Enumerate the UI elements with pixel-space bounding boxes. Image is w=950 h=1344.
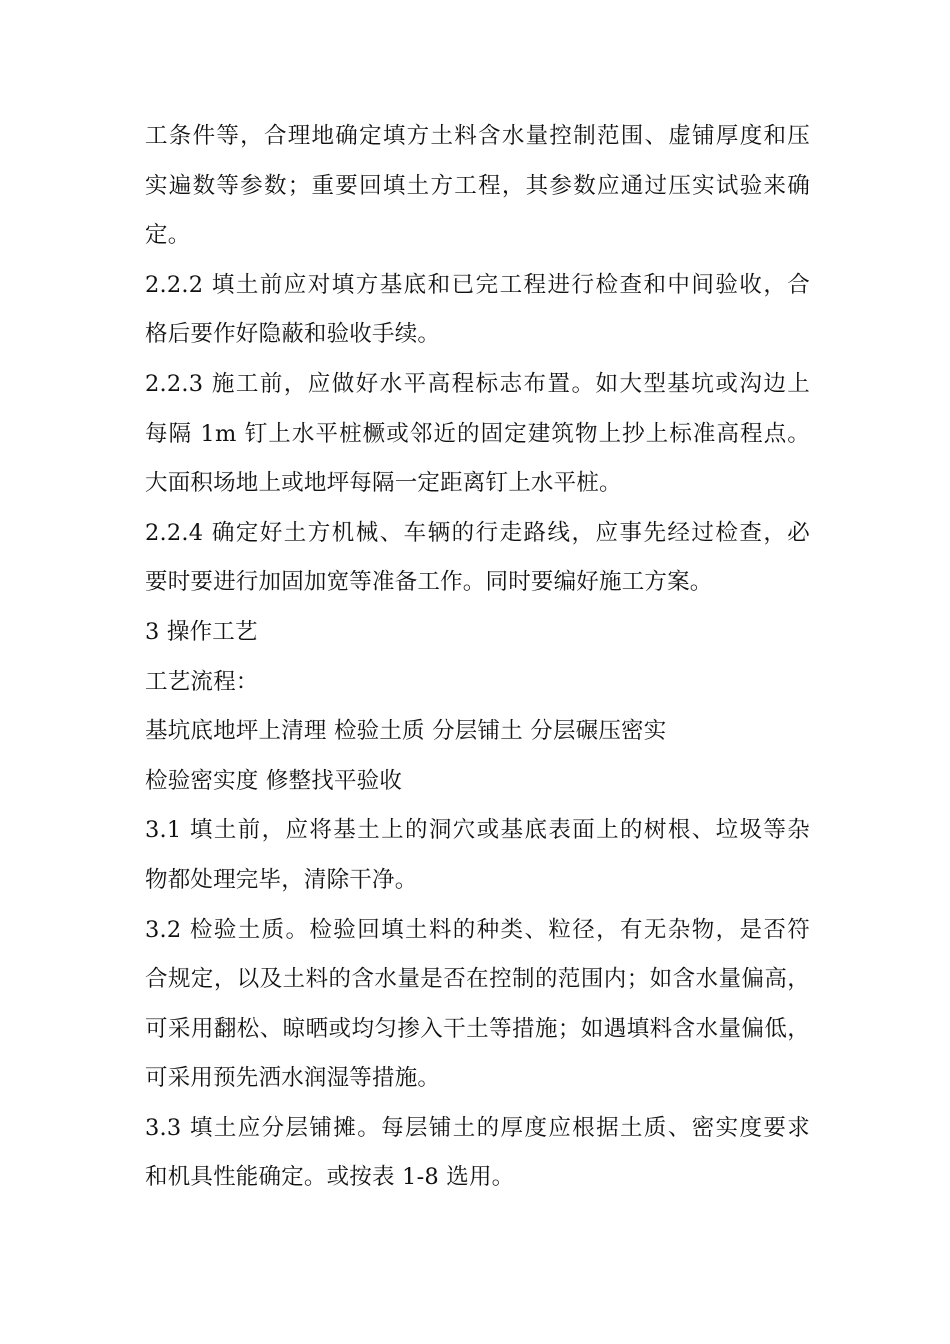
text-line: 大面积场地上或地坪每隔一定距离钉上水平桩。 bbox=[145, 470, 622, 497]
text-line: 要时要进行加固加宽等准备工作。同时要编好施工方案。 bbox=[145, 569, 713, 596]
text-line: 物都处理完毕，清除干净。 bbox=[145, 866, 418, 893]
process-flow-steps: 检验密实度 修整找平验收 bbox=[145, 767, 403, 794]
section-2-2-2-line: 2.2.2 填土前应对填方基底和已完工程进行检查和中间验收，合 bbox=[145, 271, 810, 298]
section-3-2-line: 3.2 检验土质。检验回填土料的种类、粒径，有无杂物，是否符 bbox=[145, 916, 810, 943]
text-line: 可采用预先洒水润湿等措施。 bbox=[145, 1065, 441, 1092]
text-line: 定。 bbox=[145, 222, 191, 249]
document-page bbox=[145, 112, 810, 1203]
section-3-1-line: 3.1 填土前，应将基土上的洞穴或基底表面上的树根、垃圾等杂 bbox=[145, 817, 810, 844]
text-line: 工条件等，合理地确定填方土料含水量控制范围、虚铺厚度和压 bbox=[145, 123, 810, 149]
text-line: 可采用翻松、晾晒或均匀掺入干土等措施；如遇填料含水量偏低， bbox=[145, 1015, 810, 1042]
section-2-2-4-line: 2.2.4 确定好土方机械、车辆的行走路线，应事先经过检查，必 bbox=[145, 519, 810, 546]
text-line: 实遍数等参数；重要回填土方工程，其参数应通过压实试验来确 bbox=[145, 172, 810, 199]
text-line: 合规定，以及土料的含水量是否在控制的范围内；如含水量偏高， bbox=[145, 966, 810, 993]
section-2-2-3-line: 2.2.3 施工前，应做好水平高程标志布置。如大型基坑或沟边上 bbox=[145, 370, 810, 397]
text-line: 每隔 1m 钉上水平桩橛或邻近的固定建筑物上抄上标准高程点。 bbox=[145, 420, 810, 447]
text-line: 格后要作好隐蔽和验收手续。 bbox=[145, 321, 441, 348]
section-3-3-line: 3.3 填土应分层铺摊。每层铺土的厚度应根据土质、密实度要求 bbox=[145, 1114, 810, 1141]
text-line: 和机具性能确定。或按表 1-8 选用。 bbox=[145, 1164, 515, 1191]
process-flow-label: 工艺流程： bbox=[145, 668, 259, 695]
section-3-heading: 3 操作工艺 bbox=[145, 618, 258, 645]
process-flow-steps: 基坑底地坪上清理 检验土质 分层铺土 分层碾压密实 bbox=[145, 718, 667, 745]
